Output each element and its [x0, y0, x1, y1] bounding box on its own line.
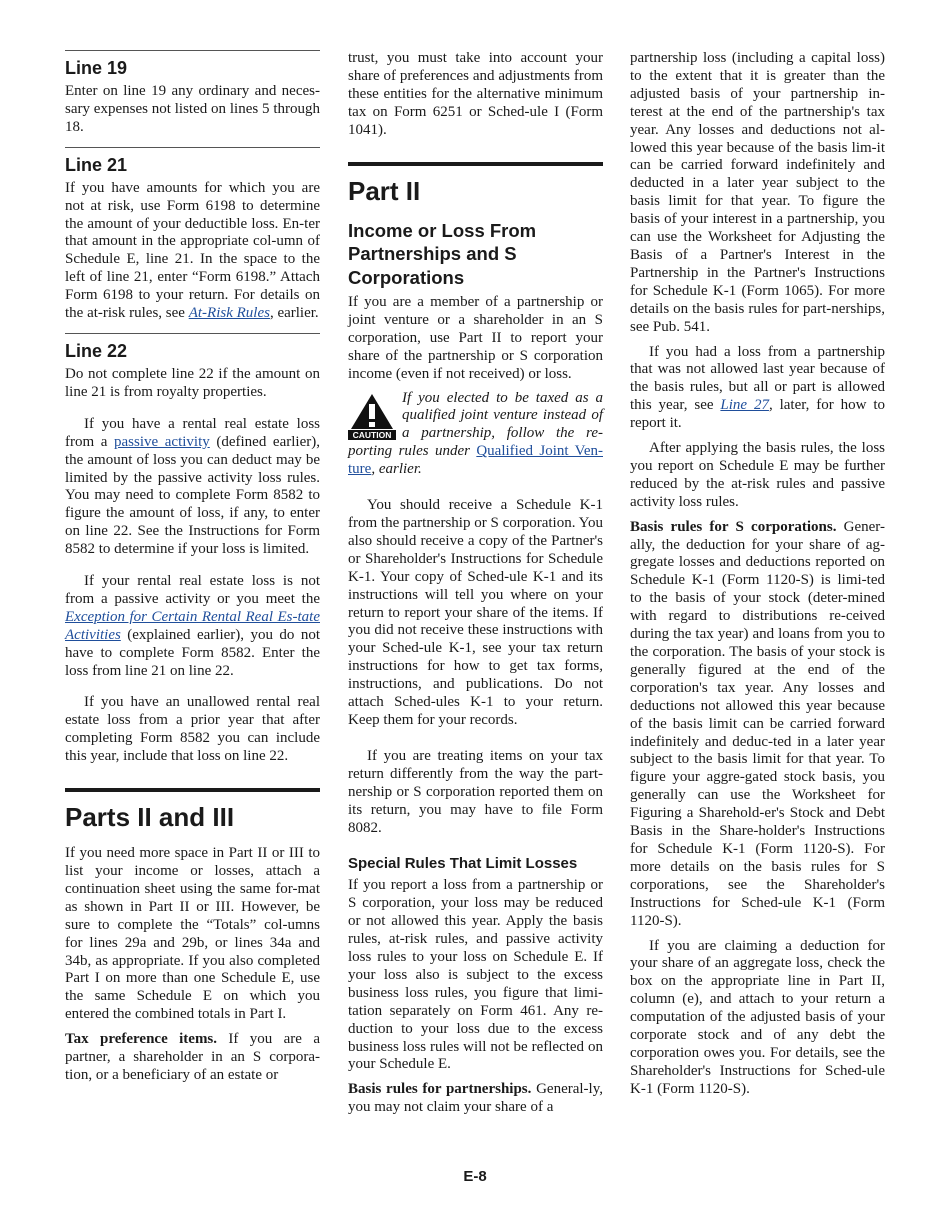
- special-rules-paragraph: If you report a loss from a partnership or S corporation, your loss may be reduced or not allowed this year. Apply the basis rules, at-risk rules, and passive activity loss rules to your loss on Schedule E. If your loss also is subject to the excess business loss rules, you figure that limi-tation separately on Form 461. Any re-duction to your loss due to the excess business loss rules will not be reflected on your Schedule E.: [348, 877, 603, 1073]
- basis-partnerships-paragraph: Basis rules for partnerships. General-ly, you may not claim your share of a: [348, 1081, 603, 1116]
- special-rules-heading: Special Rules That Limit Losses: [348, 855, 578, 873]
- basis-s-corporations-paragraph: Basis rules for S corporations. Gener-ally, the deduction for your share of ag-gregate losses and deductions reported on Schedule K-1 (Form 1120-S) is limi-ted to the basis of your stock (deter-mined with regard to distributions re-ceived during the tax year) and loans from you to the corporation. The basis of your stock is generally figured at the end of the corporation's tax year. Any losses and deductions not allowed this year because of the basis limit can be carried forward indefinitely and deduc-ted in a later year subject to the basis limit for that year. To figure your aggre-gated stock basis, you generally can use the Worksheet for Figuring a Sharehold-er's Stock and Debt Basis in the Share-holder's Instructions for Schedule K-1 (Form 1120-S). For more details on the basis rules for S corporations, see the Shareholder's Instructions for Sched-ule K-1 (Form 1120-S).: [630, 518, 885, 929]
- divider: [65, 333, 320, 334]
- line21-text: If you have amounts for which you are not at risk, use Form 6198 to determine the amount of your deductible loss. En-ter that amount in the appropriate col-umn of Schedule E, line 21. In the space to the left of line 21, enter “Form 6198.” Attach Form 6198 to your return. For details on the at-risk rules, see At-Risk Rules, earlier.: [65, 179, 320, 322]
- column-right: [630, 50, 885, 1099]
- passive-activity-link[interactable]: passive activity: [114, 433, 210, 450]
- caution-label: CAUTION: [352, 429, 392, 440]
- line19-heading: Line 19: [65, 58, 128, 78]
- part2-paragraph-2: You should receive a Schedule K-1 from the partnership or S corporation. You also should receive a copy of the Partner's or Shareholder's Instructions for Schedule K-1. Your copy of Sched-ule K-1 and its instructions will tell you where on your return to report your share of the items. If you did not receive these instructions with your Sched-ule K-1, see your tax return instructions for how to get tax forms, instructions, and publications. Do not attach Sched-ules K-1 to your return. Keep them for your records.: [348, 497, 603, 728]
- part2-heading: Part II: [348, 175, 421, 206]
- column-left: [65, 50, 320, 1085]
- line22-paragraph-1: Do not complete line 22 if the amount on line 21 is from royalty properties.: [65, 365, 320, 400]
- section-divider: [65, 788, 320, 792]
- paragraph-2: If you had a loss from a partnership that was not allowed last year because of the basis rules, but all or part is allowed this year, see Line 27, later, for how to report it.: [630, 343, 885, 432]
- part2-paragraph-1: If you are a member of a partnership or joint venture or a shareholder in an S corporation, use Part II to report your share of the partnership or S corporation income (even if not received) or loss.: [348, 294, 603, 382]
- line-27-link[interactable]: Line 27: [720, 397, 769, 414]
- caution-icon: [348, 392, 396, 440]
- line22-paragraph-4: If you have an unallowed rental real estate loss from a prior year that after completing Form 8582 you can include this year, include that loss on line 22.: [65, 694, 320, 765]
- exception-rental-link[interactable]: Exception for Certain Rental Real Es-tate Activities: [65, 608, 320, 643]
- part2-paragraph-3: If you are treating items on your tax return differently from the way the part-nership or S corporation reported them on its return, you may have to file Form 8082.: [348, 747, 603, 836]
- line22-paragraph-2: If you have a rental real estate loss from a passive activity (defined earlier), the amount of loss you can deduct may be limited by the passive activity loss rules. You may need to complete Form 8582 to figure the amount of loss, if any, to enter on line 22. See the Instructions for Form 8582 to determine if your loss is limited.: [65, 415, 320, 558]
- parts-paragraph: If you need more space in Part II or III to list your income or losses, attach a continuation sheet using the same for-mat as shown in Part II or III. However, be sure to complete the “Totals” col-umns for lines 29a and 29b, or lines 34a and 34b, as appropriate. If you also completed Part I on more than one Schedule E, use the same Schedule E on which you entered the combined totals in Part I.: [65, 845, 320, 1023]
- continued-text: partnership loss (including a capital loss) to the extent that it is greater than the adjusted basis of your partnership in-terest at the end of the partnership's tax year. Any losses and deductions not al-lowed this year because of the basis lim-it can be carried forward indefinitely and deducted in a later year subject to the basis limit for that year. To figure the basis of your interest in a partnership, you can use the Worksheet for Adjusting the Basis of a Partner's Interest in the Partnership in the Partner's Instructions for Schedule K-1 (Form 1065). For more details on the basis rules for part-nerships, see Pub. 541.: [630, 50, 885, 335]
- line22-paragraph-3: If your rental real estate loss is not from a passive activity or you meet the Exception for Certain Rental Real Es-tate Activities (explained earlier), you do not have to complete Form 8582. Enter the loss from line 21 on line 22.: [65, 573, 320, 679]
- caution-note: [348, 390, 603, 480]
- column-middle: [348, 50, 603, 1117]
- parts-heading: Parts II and III: [65, 802, 235, 833]
- divider: [65, 50, 320, 51]
- page-number: E-8: [463, 1168, 487, 1185]
- line22-heading: Line 22: [65, 340, 128, 361]
- paragraph-3: After applying the basis rules, the loss you report on Schedule E may be further reduced by the at-risk rules and passive activity loss rules.: [630, 440, 885, 510]
- paragraph-5: If you are claiming a deduction for your share of an aggregate loss, check the box on the appropriate line in Part II, column (e), and attach to your return a computation of the adjusted basis of your corporate stock and of any debt the corporation owes you. For details, see the Shareholder's Instructions for Sched-ule K-1 (Form 1120-S).: [630, 937, 885, 1097]
- line19-text: Enter on line 19 any ordinary and neces-sary expenses not listed on lines 5 through 18.: [65, 83, 320, 135]
- section-divider: [348, 162, 603, 166]
- qualified-joint-venture-link[interactable]: Qualified Joint Ven-ture: [348, 443, 603, 478]
- tax-preference-paragraph: Tax preference items. If you are a partner, a shareholder in an S corpora-tion, or a beneficiary of an estate or: [65, 1031, 320, 1083]
- divider: [65, 147, 320, 148]
- part2-subheading: Income or Loss From Partnerships and S Corporations: [348, 219, 537, 288]
- line21-heading: Line 21: [65, 154, 128, 175]
- caution-text: If you elected to be taxed as a qualified joint venture instead of a partnership, follow the re-porting rules under Qualified Joint Ven-ture, earlier.: [348, 389, 603, 478]
- continued-text: trust, you must take into account your share of preferences and adjustments from these entities for the alternative minimum tax on Form 6251 or Sched-ule I (Form 1041).: [348, 50, 603, 138]
- at-risk-rules-link[interactable]: At-Risk Rules: [188, 305, 270, 322]
